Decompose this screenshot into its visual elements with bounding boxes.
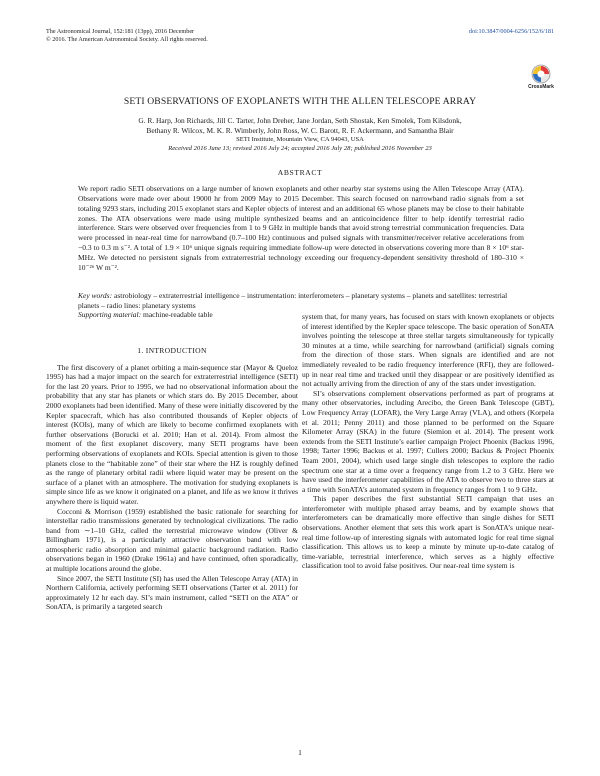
author-list bbox=[40, 116, 560, 136]
running-header bbox=[46, 28, 208, 44]
crossmark-badge[interactable] bbox=[528, 64, 554, 90]
affiliation: SETI Institute, Mountain View, CA 94043, USA bbox=[236, 136, 364, 143]
received-dates: Received 2016 June 13; revised 2016 July 24; accepted 2016 July 28; published 2016 November 23 bbox=[168, 145, 432, 152]
supporting-material-label: Supporting material: bbox=[78, 310, 142, 319]
journal-citation: The Astronomical Journal, 152:181 (13pp), 2016 December bbox=[46, 28, 195, 35]
body-column-left bbox=[46, 340, 298, 612]
doi-link[interactable]: doi:10.3847/0004-6256/152/6/181 bbox=[468, 28, 554, 35]
authors-line-1: G. R. Harp, Jon Richards, Jill C. Tarter, John Dreher, Jane Jordan, Seth Shostak, Ken Smolek, Tom Kilsdonk, bbox=[138, 116, 462, 125]
crossmark-icon bbox=[531, 64, 551, 84]
abstract-heading: ABSTRACT bbox=[277, 168, 323, 177]
article-title: SETI OBSERVATIONS OF EXOPLANETS WITH THE ALLEN TELESCOPE ARRAY bbox=[123, 96, 477, 107]
crossmark-label: CrossMark bbox=[528, 84, 554, 90]
keywords-label: Key words: bbox=[78, 291, 113, 300]
copyright-line: © 2016. The American Astronomical Society. All rights reserved. bbox=[46, 36, 208, 43]
page-number: 1 bbox=[298, 748, 302, 757]
keywords bbox=[78, 291, 524, 311]
paragraph: SI’s observations complement observations performed as part of programs at many other observatories, including Arecibo, the Green Bank Telescope (GBT), Low Frequency Array (LOFAR), the Very Large Array (VLA), and others (Korpela et al. 2011; Penny 2011) and those planned to be performed on the Square Kilometer Array (SKA) in the future (Siemion et al. 2014). The present work extends from the SETI Institute’s earlier campaign Project Phoenix (Backus 1996, 1998; Tarter 1996; Backus et al. 1997; Cullers 2000; Backus & Project Phoenix Team 2001, 2004), which used large single dish telescopes to explore the radio spectrum one star at a time over a frequency range from 1.2 to 3 GHz. Here we have used the interferometer capabilities of the ATA to observe two to three stars at a time with SonATA’s automated system in frequency ranges from 1 to 9 GHz. bbox=[302, 388, 554, 494]
paragraph: Since 2007, the SETI Institute (SI) has used the Allen Telescope Array (ATA) in Northern California, actively performing SETI observations (Tarter et al. 2011) for approximately 12 hr each day. SI’s main instrument, called “SETI on the ATA” or SonATA, is primarily a targeted search bbox=[46, 573, 298, 612]
keywords-list: astrobiology – extraterrestrial intelligence – instrumentation: interferometers – planetary systems – planets and satellites: terrestrial planets – radio lines: planetary systems bbox=[78, 291, 508, 310]
section-heading-introduction: 1. INTRODUCTION bbox=[137, 346, 207, 355]
authors-line-2: Bethany R. Wilcox, M. K. R. Wimberly, John Ross, W. C. Barott, R. F. Ackermann, and Samantha Blair bbox=[146, 126, 454, 135]
body-column-right bbox=[302, 312, 554, 571]
abstract-text: We report radio SETI observations on a large number of known exoplanets and other nearby star systems using the Allen Telescope Array (ATA). Observations were made over about 19000 hr from 2009 May to 2015 December. This search focused on narrowband radio signals from a set totaling 9293 stars, including 2015 exoplanet stars and Kepler objects of interest and an additional 65 whose planets may be close to their habitable zones. The ATA observations were made using multiple synthesized beams and an anticoincidence filter to help identify terrestrial radio interference. Stars were observed over frequencies from 1 to 9 GHz in multiple bands that avoid strong terrestrial communication frequencies. Data were processed in near-real time for narrowband (0.7–100 Hz) continuous and pulsed signals with transmitter/receiver relative accelerations from −0.3 to 0.3 m s⁻². A total of 1.9 × 10⁶ unique signals requiring immediate follow-up were detected in observations covering more than 8 × 10⁶ star-MHz. We detected no persistent signals from extraterrestrial technology exceeding our frequency-dependent sensitivity threshold of 180–310 × 10⁻²⁶ W m⁻². bbox=[78, 184, 524, 272]
paragraph: The first discovery of a planet orbiting a main-sequence star (Mayor & Queloz 1995) has had a major impact on the search for extraterrestrial intelligence (SETI) for the last 20 years. Prior to 1995, we had no observational information about the probability that any star has planets or which stars do. By 2015 December, about 2000 exoplanets had been identified. Many of these were initially discovered by the Kepler spacecraft, which has also contributed thousands of Kepler objects of interest (KOIs), many of which are likely to become confirmed exoplanets with further observations (Borucki et al. 2010; Han et al. 2014). From almost the moment of the first exoplanet discovery, many SETI programs have been performing observations of exoplanets and KOIs. Special attention is given to those planets close to the “habitable zone” of their star where the HZ is roughly defined as the range of planetary orbital radii where liquid water may be present on the surface of a planet with an atmosphere. The motivation for studying exoplanets is simple since life as we know it originated on a planet, and life as we know it thrives anywhere there is liquid water. bbox=[46, 362, 298, 506]
supporting-material-link[interactable]: machine-readable table bbox=[143, 310, 213, 319]
paragraph: This paper describes the first substantial SETI campaign that uses an interferometer with multiple phased array beams, and by example shows that interferometers can be dramatically more effective than single dishes for SETI observations. Another element that sets this work apart is SonATA’s unique near-real time follow-up of interesting signals with automated logic for real time signal classification. This allows us to keep a minute by minute up-to-date catalog of time-variable, terrestrial interference, which serves as a highly effective classification tool to avoid false positives. Our near-real time system is bbox=[302, 494, 554, 571]
paragraph: system that, for many years, has focused on stars with known exoplanets or objects of interest identified by the Kepler space telescope. The basic operation of SonATA involves pointing the telescope at three stellar targets simultaneously for typically 30 minutes at a time, while searching for narrowband (artificial) signals coming from the direction of those stars. When signals are identified and are not immediately revealed to be radio frequency interference (RFI), they are followed-up in near real time and tracked until they disappear or are positively identified as not actually arriving from the direction of any of the stars under investigation. bbox=[302, 312, 554, 389]
paragraph: Cocconi & Morrison (1959) established the basic rationale for searching for interstellar radio transmissions generated by technological civilizations. The radio band from ∼1–10 GHz, called the terrestrial microwave window (Oliver & Billingham 1971), is a particularly attractive observation band with low atmospheric radio absorption and minimal galactic background radiation. Radio observations began in 1960 (Drake 1961a) and have continued, often sporadically, at multiple locations around the globe. bbox=[46, 506, 298, 574]
